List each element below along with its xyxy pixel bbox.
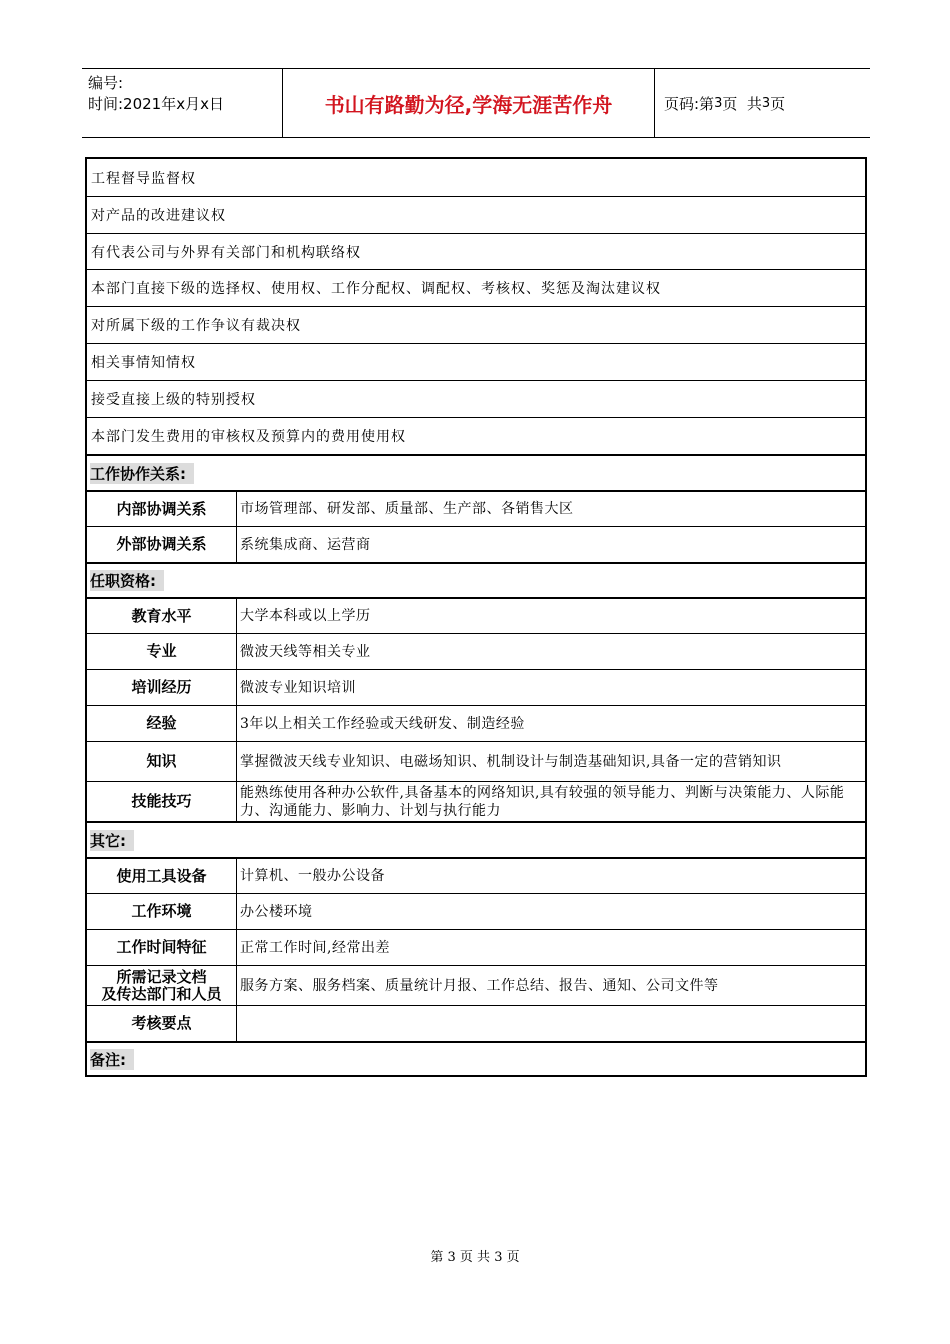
rights-item: 本部门直接下级的选择权、使用权、工作分配权、调配权、考核权、奖惩及淘汰建议权	[91, 281, 661, 297]
worktime-value: 正常工作时间,经常出差	[240, 939, 390, 956]
page-footer: 第 3 页 共 3 页	[430, 1250, 520, 1265]
tools-row	[87, 857, 865, 893]
section-title: 任职资格:	[87, 564, 164, 597]
header-page-info	[664, 69, 785, 137]
section-title: 备注:	[87, 1043, 134, 1075]
rights-row	[87, 343, 865, 380]
education-value: 大学本科或以上学历	[240, 608, 371, 624]
tools-value: 计算机、一般办公设备	[240, 868, 385, 884]
records-row	[87, 965, 865, 1005]
rights-item: 接受直接上级的特别授权	[91, 392, 256, 408]
worktime-label: 工作时间特征	[87, 930, 237, 965]
page-number: 3	[714, 95, 723, 111]
skills-label: 技能技巧	[87, 782, 237, 821]
major-value: 微波天线等相关专业	[240, 643, 371, 660]
header-divider	[654, 69, 655, 137]
section-remarks	[87, 1041, 865, 1075]
page-end: 页	[770, 94, 786, 113]
assessment-label: 考核要点	[87, 1006, 237, 1041]
external-row	[87, 526, 865, 562]
knowledge-value: 掌握微波天线专业知识、电磁场知识、机制设计与制造基础知识,具备一定的营销知识	[240, 753, 782, 770]
experience-value: 3年以上相关工作经验或天线研发、制造经验	[240, 715, 525, 732]
education-row	[87, 597, 865, 633]
training-row	[87, 669, 865, 705]
job-description-table	[85, 157, 867, 1077]
rights-row	[87, 380, 865, 417]
rights-item: 工程督导监督权	[91, 170, 196, 187]
skills-value: 能熟练使用各种办公软件,具备基本的网络知识,具有较强的领导能力、判断与决策能力、人际能力、沟通能力、影响力、计划与执行能力	[240, 784, 845, 819]
worktime-row	[87, 929, 865, 965]
rights-item: 有代表公司与外界有关部门和机构联络权	[91, 244, 361, 261]
internal-value: 市场管理部、研发部、质量部、生产部、各销售大区	[240, 501, 574, 517]
page-total: 3	[761, 95, 771, 111]
knowledge-label: 知识	[87, 742, 237, 781]
training-value: 微波专业知识培训	[240, 679, 356, 696]
experience-row	[87, 705, 865, 741]
tools-label: 使用工具设备	[87, 859, 237, 893]
external-value: 系统集成商、运营商	[240, 536, 371, 553]
records-label-line: 所需记录文档	[116, 967, 207, 986]
skills-row	[87, 781, 865, 821]
rights-row	[87, 159, 865, 196]
page-label: 页码:第	[664, 94, 715, 113]
rights-row	[87, 269, 865, 306]
rights-row	[87, 306, 865, 343]
section-title: 其它:	[87, 823, 134, 857]
number-label: 编号:	[88, 74, 124, 92]
assessment-value	[237, 1006, 865, 1041]
rights-row	[87, 417, 865, 454]
environment-value: 办公楼环境	[240, 903, 313, 920]
section-cooperation	[87, 454, 865, 490]
internal-label: 内部协调关系	[87, 492, 237, 526]
section-title: 工作协作关系:	[87, 456, 194, 490]
rights-item: 相关事情知情权	[91, 355, 196, 371]
document-header	[82, 68, 870, 138]
rights-row	[87, 233, 865, 269]
major-label: 专业	[87, 634, 237, 669]
records-label-line: 及传达部门和人员	[101, 984, 222, 1003]
environment-label: 工作环境	[87, 894, 237, 929]
rights-item: 对产品的改进建议权	[91, 208, 226, 224]
assessment-row	[87, 1005, 865, 1041]
time-label: 时间:2021年x月x日	[88, 95, 224, 113]
records-value: 服务方案、服务档案、质量统计月报、工作总结、报告、通知、公司文件等	[240, 977, 719, 994]
section-qualification	[87, 562, 865, 597]
external-label: 外部协调关系	[87, 527, 237, 562]
major-row	[87, 633, 865, 669]
internal-row	[87, 490, 865, 526]
experience-label: 经验	[87, 706, 237, 741]
environment-row	[87, 893, 865, 929]
page-mid: 页 共	[722, 94, 762, 113]
records-label	[87, 966, 237, 1005]
rights-item: 本部门发生费用的审核权及预算内的费用使用权	[91, 429, 406, 445]
rights-item: 对所属下级的工作争议有裁决权	[91, 318, 301, 334]
rights-row	[87, 196, 865, 233]
header-motto: 书山有路勤为径,学海无涯苦作舟	[324, 92, 613, 117]
header-meta	[88, 73, 283, 115]
section-other	[87, 821, 865, 857]
knowledge-row	[87, 741, 865, 781]
education-label: 教育水平	[87, 599, 237, 633]
training-label: 培训经历	[87, 670, 237, 705]
